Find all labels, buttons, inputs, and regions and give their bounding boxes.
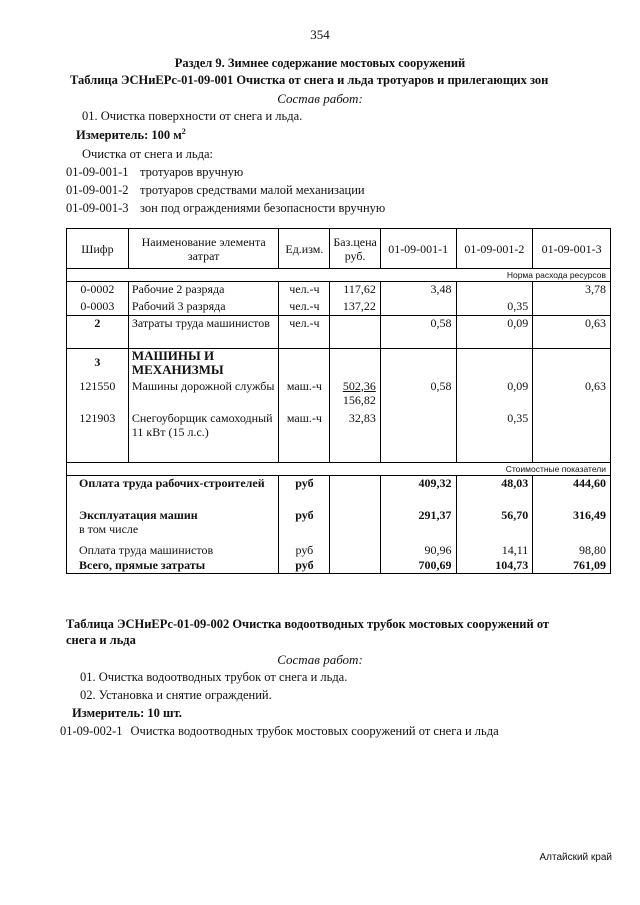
cost-v2: 48,03	[456, 476, 533, 508]
cost-price	[330, 508, 380, 540]
cost-unit: руб	[279, 476, 330, 508]
cost-v2: 56,70	[456, 508, 533, 540]
cost-v1: 291,37	[380, 508, 456, 540]
table2-code	[60, 724, 499, 739]
table1-work-item: 01. Очистка поверхности от снега и льда.	[82, 109, 303, 123]
table1-code-3	[66, 201, 386, 216]
row-v2: 0,35	[456, 411, 533, 463]
row-v2: 0,09	[456, 379, 533, 411]
row-price: 137,22	[330, 299, 380, 316]
cost-v1: 90,96	[380, 540, 456, 558]
row-v3: 0,63	[533, 316, 611, 349]
table-row	[67, 282, 611, 299]
row-unit: чел.-ч	[279, 282, 330, 299]
table-row	[67, 540, 611, 558]
row-code: 0-0002	[67, 282, 129, 299]
row-code: 3	[67, 349, 129, 379]
row-v2: 0,35	[456, 299, 533, 316]
cost-price	[330, 476, 380, 508]
row-code: 121903	[67, 411, 129, 463]
band-cost: Стоимостные показатели	[67, 463, 611, 476]
cost-name: Оплата труда машинистов	[67, 540, 279, 558]
table1-code-1	[66, 165, 244, 180]
header-col-2: 01-09-001-2	[456, 229, 533, 269]
cost-name: Всего, прямые затраты	[67, 558, 279, 574]
row-price	[330, 349, 380, 379]
table-row	[67, 558, 611, 574]
table-row	[67, 379, 611, 411]
table-row	[67, 299, 611, 316]
row-name: Снегоуборщик самоходный 11 кВт (15 л.с.)	[128, 411, 279, 463]
row-price	[330, 379, 380, 411]
price-secondary: 156,82	[342, 392, 376, 407]
header-base-price: Баз.цена руб.	[330, 229, 380, 269]
section-title: Раздел 9. Зимнее содержание мостовых сооружений	[174, 56, 466, 70]
cost-name	[67, 508, 279, 540]
table1-code-2	[66, 183, 365, 198]
table-row	[67, 476, 611, 508]
code: 01-09-002-1	[60, 724, 123, 738]
table1-meter	[76, 127, 186, 143]
code-desc: тротуаров вручную	[140, 165, 244, 179]
row-unit: маш.-ч	[279, 379, 330, 411]
table2-title-line1: Таблица ЭСНиЕРс-01-09-002 Очистка водоотводных трубок мостовых сооружений от	[66, 617, 550, 631]
row-v1: 0,58	[380, 316, 456, 349]
cost-v3: 761,09	[533, 558, 611, 574]
table1-composition-heading: Состав работ:	[277, 91, 363, 106]
table-header-row	[67, 229, 611, 269]
row-unit: чел.-ч	[279, 316, 330, 349]
cost-v2: 14,11	[456, 540, 533, 558]
code: 01-09-001-1	[66, 165, 129, 179]
row-price: 32,83	[330, 411, 380, 463]
band-cost-row	[67, 463, 611, 476]
cost-v2: 104,73	[456, 558, 533, 574]
band-norm-row	[67, 269, 611, 282]
row-v3: 3,78	[533, 282, 611, 299]
row-v3	[533, 411, 611, 463]
cost-unit: руб	[279, 508, 330, 540]
row-unit: чел.-ч	[279, 299, 330, 316]
footer-region: Алтайский край	[539, 852, 612, 863]
table-row	[67, 316, 611, 349]
row-price: 117,62	[330, 282, 380, 299]
meter-label: Измеритель: 100 м	[76, 128, 182, 143]
row-v1: 3,48	[380, 282, 456, 299]
row-v3	[533, 349, 611, 379]
cost-v3: 444,60	[533, 476, 611, 508]
row-v1: 0,58	[380, 379, 456, 411]
header-col-1: 01-09-001-1	[380, 229, 456, 269]
code-desc: тротуаров средствами малой механизации	[140, 183, 365, 197]
cost-v1: 409,32	[380, 476, 456, 508]
cost-unit: руб	[279, 558, 330, 574]
table1-intro: Очистка от снега и льда:	[82, 147, 213, 161]
cost-name-sub: в том числе	[79, 521, 139, 536]
cost-v3: 98,80	[533, 540, 611, 558]
cost-v3: 316,49	[533, 508, 611, 540]
cost-price	[330, 540, 380, 558]
page-number: 354	[310, 27, 330, 42]
row-v3: 0,63	[533, 379, 611, 411]
header-unit: Ед.изм.	[279, 229, 330, 269]
header-cipher: Шифр	[67, 229, 129, 269]
row-v3	[533, 299, 611, 316]
band-norm: Норма расхода ресурсов	[67, 269, 611, 282]
price-primary: 502,36	[342, 378, 376, 393]
code: 01-09-001-2	[66, 183, 129, 197]
row-price	[330, 316, 380, 349]
row-unit: маш.-ч	[279, 411, 330, 463]
row-code: 121550	[67, 379, 129, 411]
table-row	[67, 349, 611, 379]
table-row	[67, 411, 611, 463]
row-name: Рабочие 2 разряда	[128, 282, 279, 299]
table2-work-item-1: 01. Очистка водоотводных трубок от снега и льда.	[80, 670, 348, 684]
cost-v1: 700,69	[380, 558, 456, 574]
table-row	[67, 508, 611, 540]
table2-work-item-2: 02. Установка и снятие ограждений.	[80, 688, 272, 702]
row-v2: 0,09	[456, 316, 533, 349]
row-v1	[380, 411, 456, 463]
row-name: Рабочий 3 разряда	[128, 299, 279, 316]
row-code: 0-0003	[67, 299, 129, 316]
table1-title: Таблица ЭСНиЕРс-01-09-001 Очистка от снега и льда тротуаров и прилегающих зон	[70, 73, 549, 87]
meter-superscript: 2	[181, 127, 186, 136]
row-v2	[456, 282, 533, 299]
row-v1	[380, 349, 456, 379]
cost-name: Оплата труда рабочих-строителей	[67, 476, 279, 508]
code: 01-09-001-3	[66, 201, 129, 215]
row-unit	[279, 349, 330, 379]
code-desc: Очистка водоотводных трубок мостовых сооружений от снега и льда	[130, 724, 499, 738]
table2-title-line2: снега и льда	[66, 633, 136, 647]
header-col-3: 01-09-001-3	[533, 229, 611, 269]
row-v1	[380, 299, 456, 316]
row-name: Затраты труда машинистов	[128, 316, 279, 349]
table2-composition-heading: Состав работ:	[277, 652, 363, 667]
cost-price	[330, 558, 380, 574]
cost-unit: руб	[279, 540, 330, 558]
cost-name-main: Эксплуатация машин	[79, 507, 198, 522]
code-desc: зон под ограждениями безопасности вручную	[140, 201, 386, 215]
row-code: 2	[67, 316, 129, 349]
header-name: Наименование элемента затрат	[128, 229, 279, 269]
table1-resource-table	[66, 228, 611, 574]
row-name: МАШИНЫ И МЕХАНИЗМЫ	[128, 349, 279, 379]
row-v2	[456, 349, 533, 379]
row-name: Машины дорожной службы	[128, 379, 279, 411]
table2-meter: Измеритель: 10 шт.	[72, 706, 182, 720]
